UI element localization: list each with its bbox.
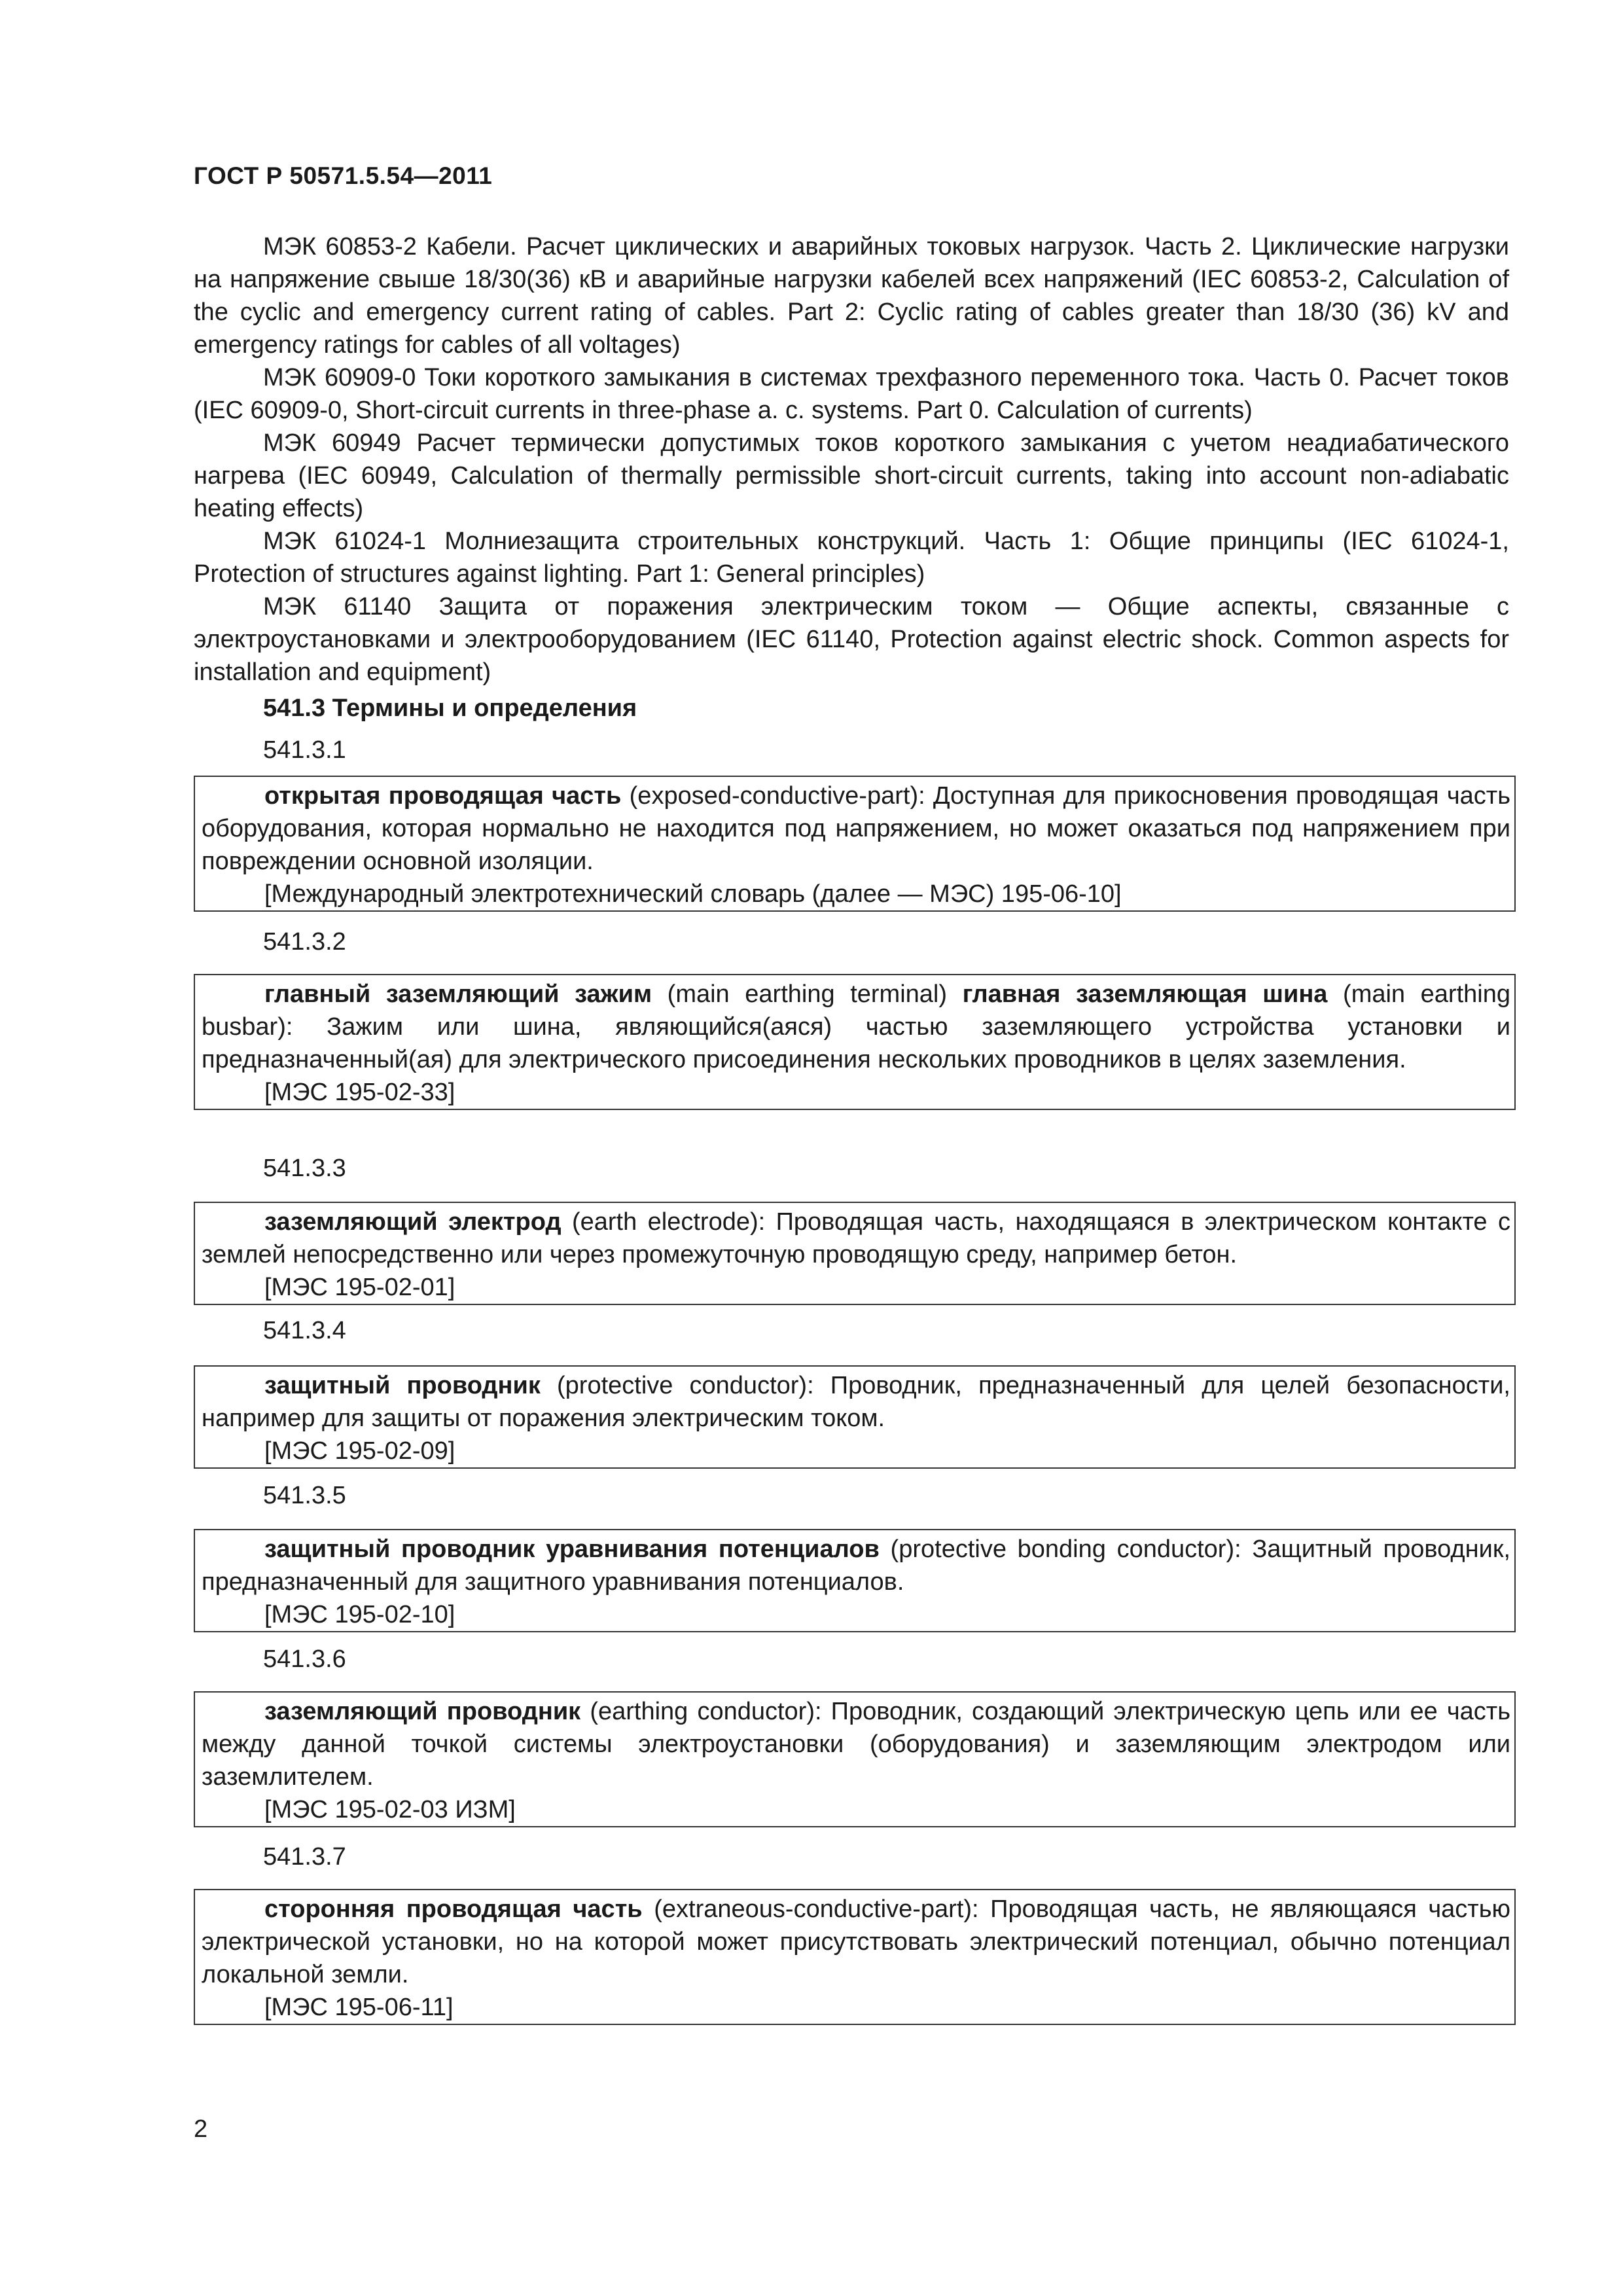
reference-item: МЭК 61024-1 Молниезащита строительных конструкций. Часть 1: Общие принципы (IEC 61024-1, Protection of structures against lighting. Part 1: General principles)	[194, 528, 1509, 588]
page-number: 2	[194, 2115, 208, 2143]
term-name: заземляющий проводник	[264, 1698, 581, 1725]
term-text	[202, 1893, 1510, 1991]
term-definition-box	[194, 776, 1516, 912]
term-source: [МЭС 195-02-10]	[264, 1601, 455, 1628]
term-text	[202, 1369, 1510, 1435]
term-source: [Международный электротехнический словарь (далее — МЭС) 195-06-10]	[264, 880, 1122, 908]
reference-item: МЭК 60949 Расчет термически допустимых токов короткого замыкания с учетом неадиабатического нагрева (IEC 60949, Calculation of thermally permissible short-circuit currents, taking into account non-adiabatic heating effects)	[194, 429, 1509, 522]
term-definition-box	[194, 1365, 1516, 1469]
term-definition-box	[194, 1529, 1516, 1632]
normative-references	[194, 230, 1509, 689]
term-definition-box	[194, 1691, 1516, 1827]
term-name: открытая проводящая часть	[264, 782, 622, 810]
term-text	[202, 978, 1510, 1076]
term-definition-box	[194, 974, 1516, 1110]
document-header: ГОСТ Р 50571.5.54—2011	[194, 162, 493, 189]
term-name: главный заземляющий зажим	[264, 980, 652, 1008]
term-definition: (protective conductor): Проводник, предназначенный для целей безопасности, например для защиты от поражения электрическим током.	[202, 1372, 1510, 1432]
reference-item: МЭК 60853-2 Кабели. Расчет циклических и аварийных токовых нагрузок. Часть 2. Циклические нагрузки на напряжение свыше 18/30(36) кВ и аварийные нагрузки кабелей всех напряжений (IEC 60853-2, Calculation of the cyclic and emergency current rating of cables. Part 2: Cyclic rating of cables greater than 18/30 (36) kV and emergency ratings for cables of all voltages)	[194, 233, 1509, 359]
term-number: 541.3.7	[263, 1843, 346, 1871]
term-name: сторонняя проводящая часть	[264, 1895, 643, 1923]
term-definition: (protective bonding conductor): Защитный проводник, предназначенный для защитного уравнивания потенциалов.	[202, 1535, 1510, 1596]
term-definition: (main earthing busbar): Зажим или шина, являющийся(аяся) частью заземляющего устройства установки и предназначенный(ая) для электрического присоединения нескольких проводников в целях заземления.	[202, 980, 1510, 1073]
reference-item: МЭК 60909-0 Токи короткого замыкания в системах трехфазного переменного тока. Часть 0. Расчет токов (IEC 60909-0, Short-circuit currents in three-phase a. c. systems. Part 0. Calculation of currents)	[194, 364, 1509, 424]
term-name: защитный проводник уравнивания потенциалов	[264, 1535, 880, 1563]
term-definition-box	[194, 1202, 1516, 1305]
term-definition: (earthing conductor): Проводник, создающий электрическую цепь или ее часть между данной точкой системы электроустановки (оборудования) и заземляющим электродом или заземлителем.	[202, 1698, 1510, 1791]
term-name: заземляющий электрод	[264, 1208, 562, 1236]
term-number: 541.3.4	[263, 1317, 346, 1344]
term-definition: (earth electrode): Проводящая часть, находящаяся в электрическом контакте с землей непосредственно или через промежуточную проводящую среду, например бетон.	[202, 1208, 1510, 1268]
reference-item: МЭК 61140 Защита от поражения электрическим током — Общие аспекты, связанные с электроустановками и электрооборудованием (IEC 61140, Protection against electric shock. Common aspects for installation and equipment)	[194, 593, 1509, 686]
term-text	[202, 1695, 1510, 1793]
term-number: 541.3.1	[263, 736, 346, 764]
section-title: 541.3 Термины и определения	[263, 694, 637, 722]
term-name: защитный проводник	[264, 1372, 541, 1399]
term-alt-english: (main earthing terminal)	[652, 980, 963, 1008]
term-text	[202, 780, 1510, 878]
term-source: [МЭС 195-02-33]	[264, 1079, 455, 1106]
term-source: [МЭС 195-02-01]	[264, 1274, 455, 1301]
term-source: [МЭС 195-06-11]	[264, 1994, 454, 2021]
term-text	[202, 1533, 1510, 1598]
term-name-alt: главная заземляющая шина	[962, 980, 1328, 1008]
term-number: 541.3.2	[263, 928, 346, 956]
term-source: [МЭС 195-02-09]	[264, 1437, 455, 1465]
term-definition: (exposed-conductive-part): Доступная для прикосновения проводящая часть оборудования, которая нормально не находится под напряжением, но может оказаться под напряжением при повреждении основной изоляции.	[202, 782, 1510, 875]
term-number: 541.3.6	[263, 1645, 346, 1673]
term-number: 541.3.3	[263, 1155, 346, 1182]
term-definition-box	[194, 1889, 1516, 2025]
term-definition: (extraneous-conductive-part): Проводящая часть, не являющаяся частью электрической установки, но на которой может присутствовать электрический потенциал, обычно потенциал локальной земли.	[202, 1895, 1510, 1988]
term-number: 541.3.5	[263, 1482, 346, 1509]
term-text	[202, 1206, 1510, 1271]
term-source: [МЭС 195-02-03 ИЗМ]	[264, 1796, 516, 1823]
